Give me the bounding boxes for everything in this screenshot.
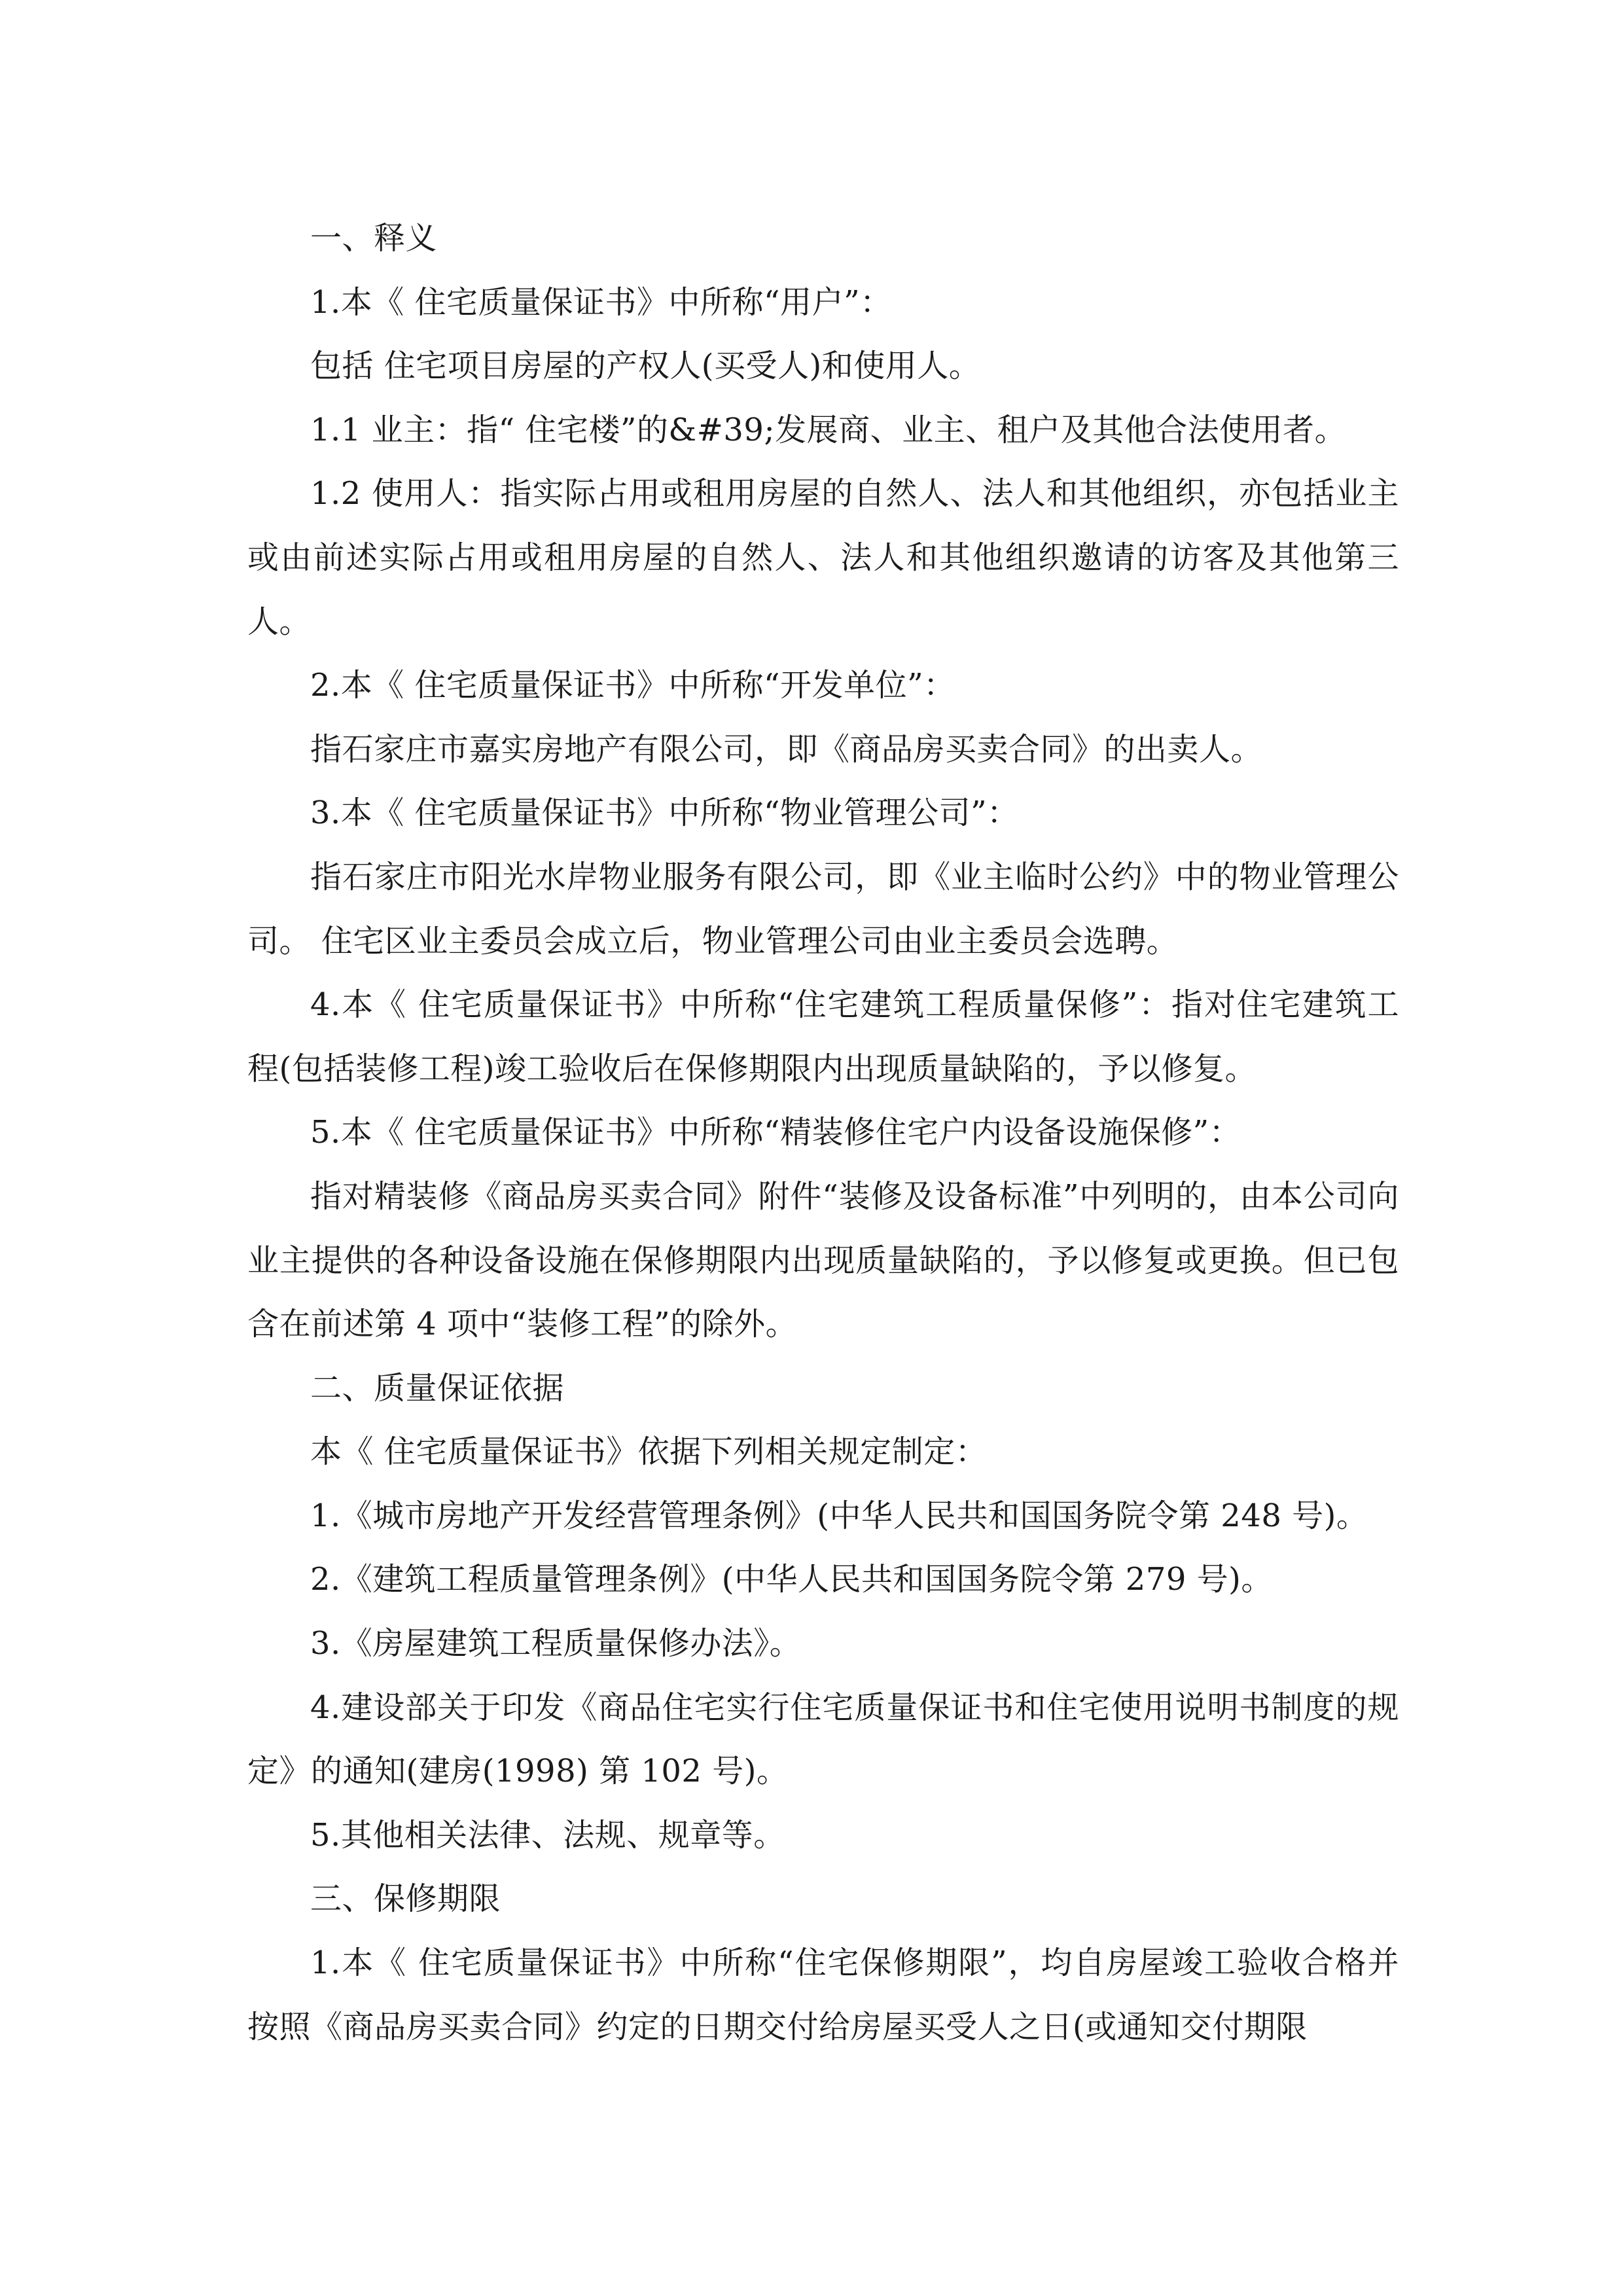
- paragraph: 5.其他相关法律、法规、规章等。: [310, 1816, 785, 1854]
- paragraph: 本《 住宅质量保证书》依据下列相关规定制定：: [310, 1433, 988, 1471]
- paragraph: 1.本《 住宅质量保证书》中所称“用户”：: [310, 283, 892, 321]
- paragraph: 指石家庄市阳光水岸物业服务有限公司，即《业主临时公约》中的物业管理公司。 住宅区业主委员会成立后，物业管理公司由业主委员会选聘。: [247, 858, 1399, 960]
- document-body: [247, 207, 1399, 2059]
- paragraph: 3.本《 住宅质量保证书》中所称“物业管理公司”：: [310, 795, 1019, 832]
- paragraph: 1.2 使用人：指实际占用或租用房屋的自然人、法人和其他组织，亦包括业主或由前述实际占用或租用房屋的自然人、法人和其他组织邀请的访客及其他第三人。: [247, 475, 1399, 640]
- paragraph: 4.建设部关于印发《商品住宅实行住宅质量保证书和住宅使用说明书制度的规定》的通知(建房(1998) 第 102 号)。: [247, 1689, 1399, 1790]
- paragraph: 指对精装修《商品房买卖合同》附件“装修及设备标准”中列明的，由本公司向业主提供的各种设备设施在保修期限内出现质量缺陷的，予以修复或更换。但已包含在前述第 4 项中“装修工程”的除外。: [247, 1177, 1399, 1343]
- paragraph: 5.本《 住宅质量保证书》中所称“精装修住宅户内设备设施保修”：: [310, 1114, 1241, 1151]
- paragraph: 1.1 业主：指“ 住宅楼”的&#39;发展商、业主、租户及其他合法使用者。: [310, 411, 1347, 448]
- section-heading-warranty-period: 三、保修期限: [310, 1880, 501, 1918]
- paragraph: 1.本《 住宅质量保证书》中所称“住宅保修期限”，均自房屋竣工验收合格并按照《商品房买卖合同》约定的日期交付给房屋买受人之日(或通知交付期限: [247, 1945, 1399, 2045]
- paragraph: 1.《城市房地产开发经营管理条例》(中华人民共和国国务院令第 248 号)。: [310, 1497, 1368, 1534]
- paragraph: 包括 住宅项目房屋的产权人(买受人)和使用人。: [310, 348, 981, 385]
- paragraph: 指石家庄市嘉实房地产有限公司，即《商品房买卖合同》的出卖人。: [310, 730, 1263, 768]
- paragraph: 4.本《 住宅质量保证书》中所称“住宅建筑工程质量保修”：指对住宅建筑工程(包括装修工程)竣工验收后在保修期限内出现质量缺陷的，予以修复。: [247, 986, 1399, 1087]
- paragraph: 2.《建筑工程质量管理条例》(中华人民共和国国务院令第 279 号)。: [310, 1561, 1273, 1598]
- paragraph: 3.《房屋建筑工程质量保修办法》。: [310, 1625, 802, 1662]
- paragraph: 2.本《 住宅质量保证书》中所称“开发单位”：: [310, 667, 955, 704]
- section-heading-basis: 二、质量保证依据: [310, 1369, 565, 1407]
- section-heading-definitions: 一、释义: [310, 220, 438, 257]
